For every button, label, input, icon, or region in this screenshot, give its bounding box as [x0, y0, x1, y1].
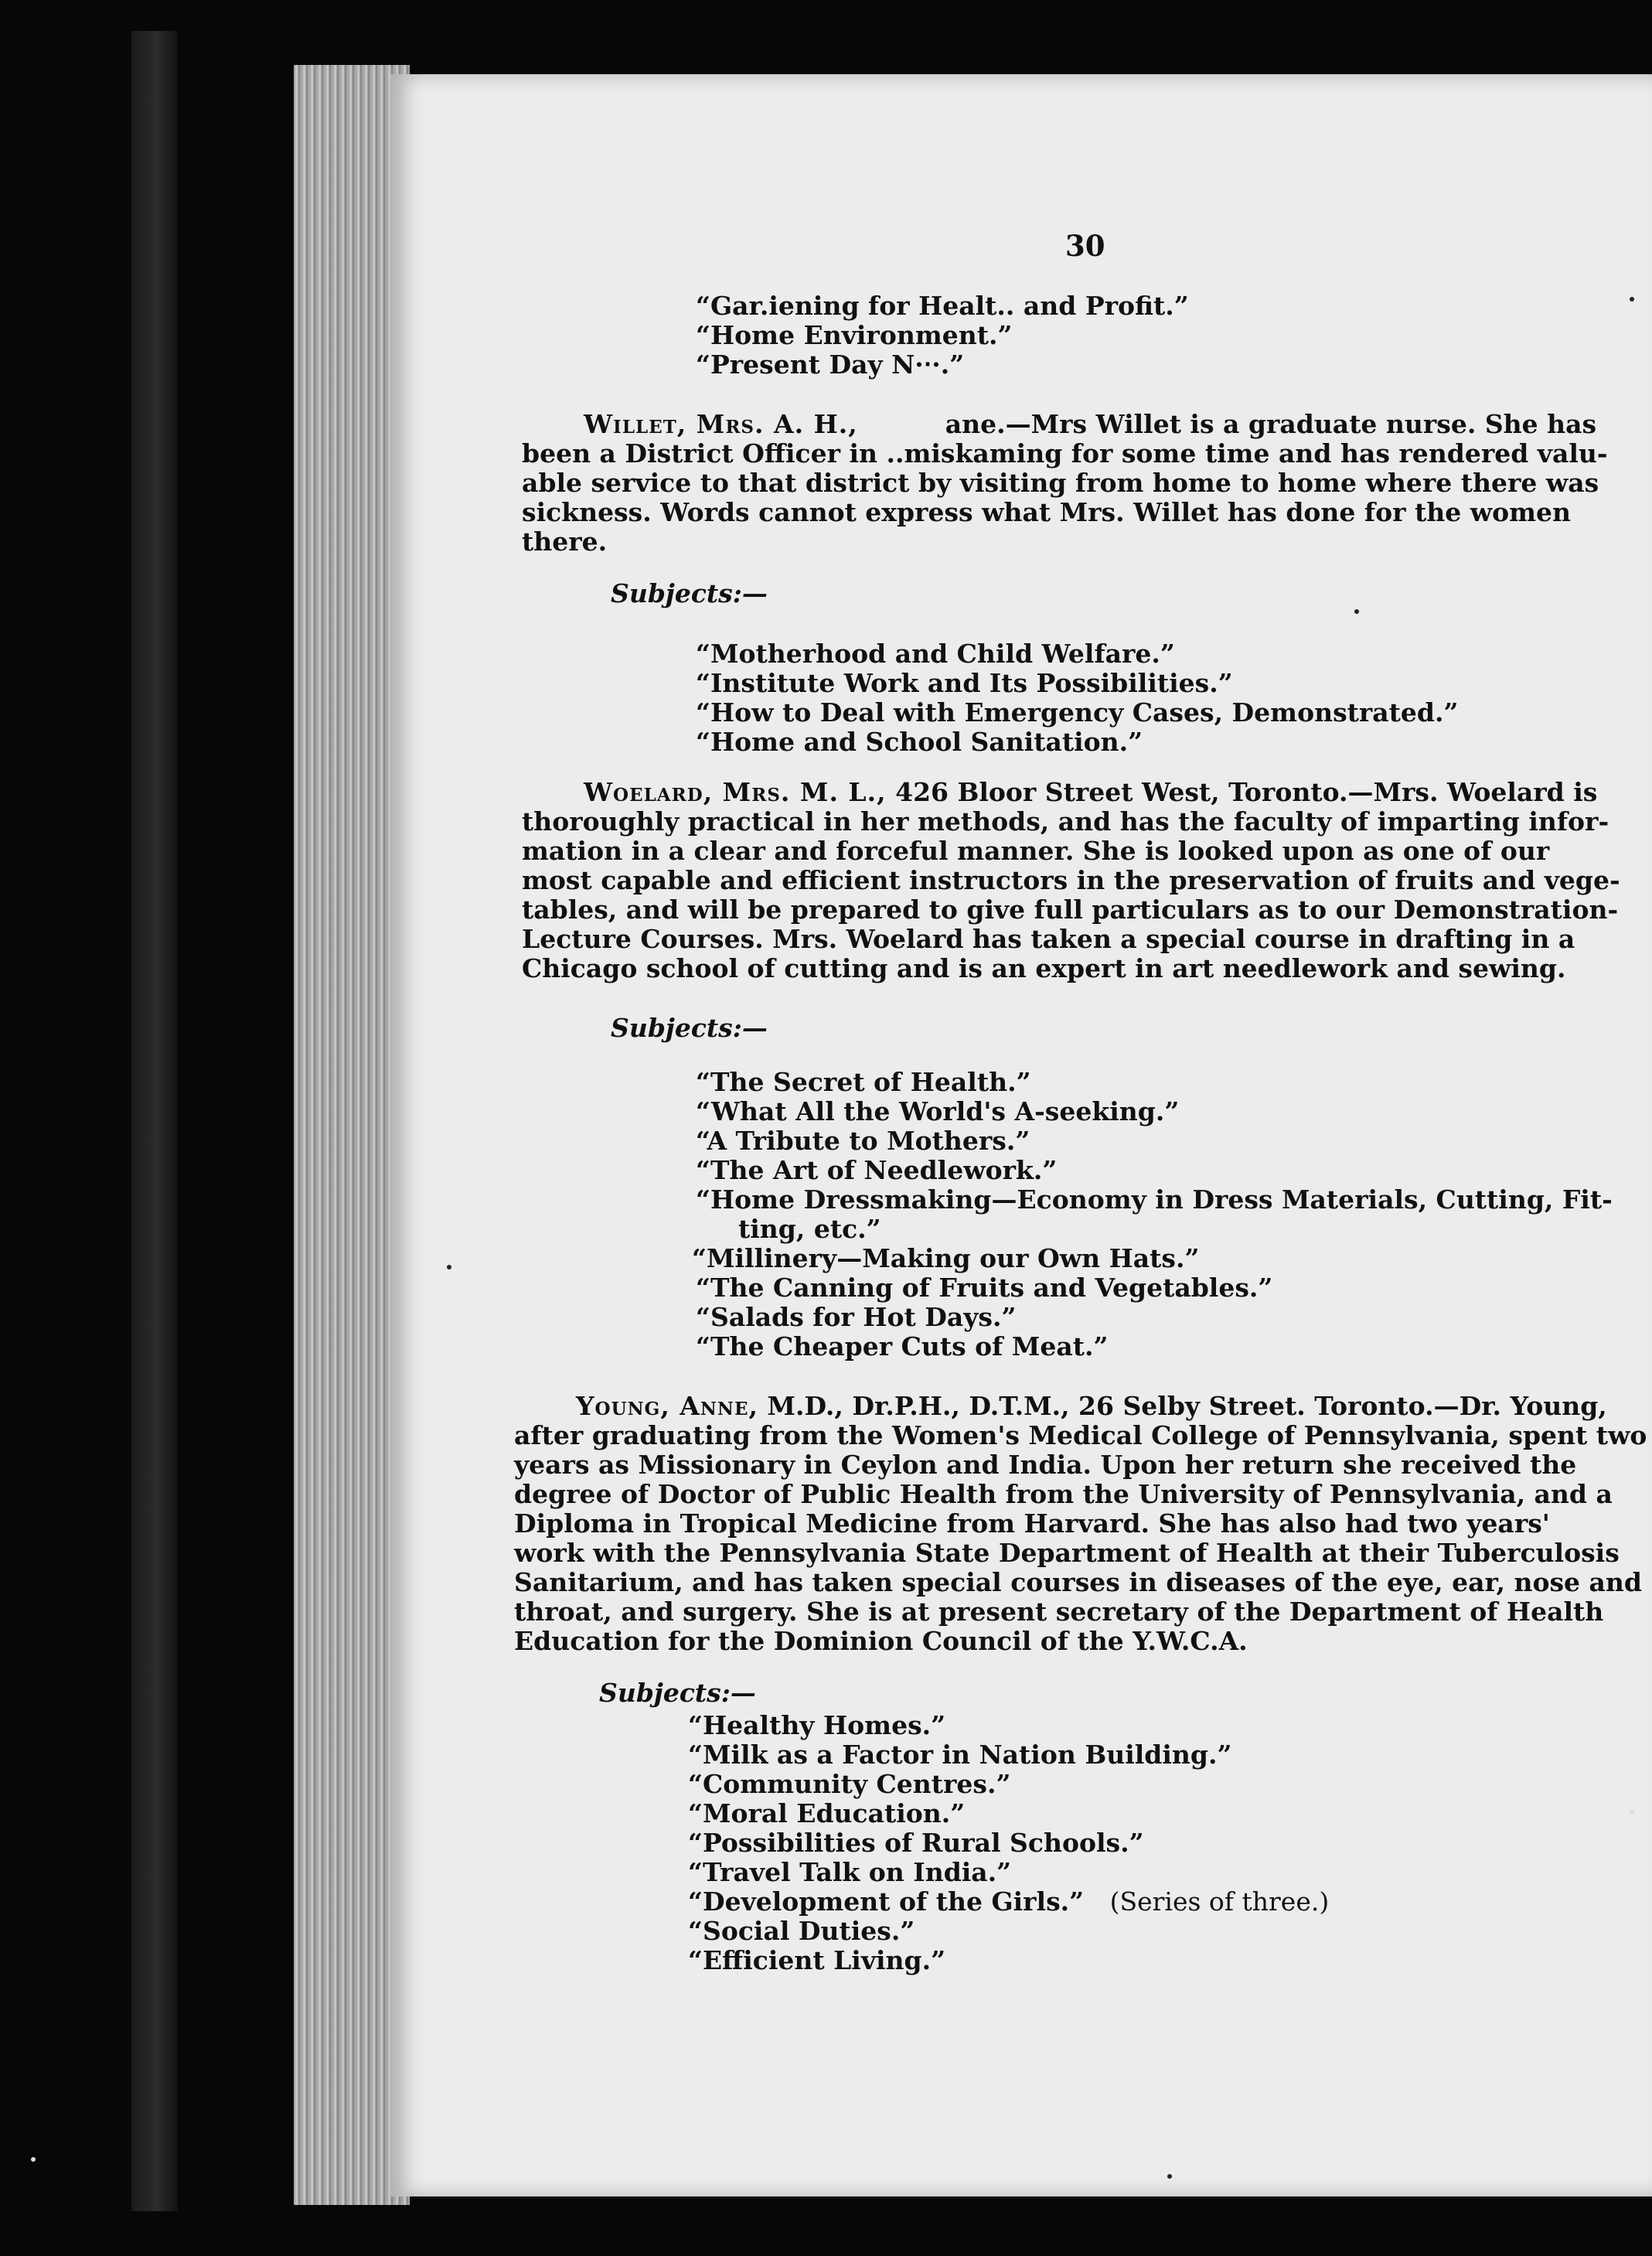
entry-line: sickness. Words cannot express what Mrs. Willet has done for the women: [522, 497, 1572, 527]
entry-line: after graduating from the Women's Medical College of Pennsylvania, spent two: [514, 1420, 1647, 1450]
entry-line: work with the Pennsylvania State Department of Health at their Tuberculosis: [514, 1538, 1620, 1568]
subjects-heading: Subjects:—: [611, 578, 768, 608]
entry-line: mation in a clear and forceful manner. She is looked upon as one of our: [522, 836, 1550, 866]
page-number: 30: [1065, 229, 1105, 263]
subjects-heading: Subjects:—: [611, 1013, 768, 1043]
list-item: “Possibilities of Rural Schools.”: [688, 1828, 1144, 1858]
scan-speck: [1630, 1809, 1634, 1814]
subjects-heading: Subjects:—: [599, 1678, 756, 1708]
list-item: “Social Duties.”: [688, 1916, 915, 1946]
entry-line: Sanitarium, and has taken special courses in diseases of the eye, ear, nose and: [514, 1567, 1642, 1597]
entry-name: Willet, Mrs. A. H.,: [584, 409, 858, 439]
list-item: “The Cheaper Cuts of Meat.”: [696, 1331, 1109, 1361]
list-item: [688, 1886, 1329, 1917]
list-item: “Healthy Homes.”: [688, 1710, 946, 1740]
entry-line: Chicago school of cutting and is an expert in art needlework and sewing.: [522, 953, 1566, 983]
list-item: “What All the World's A-seeking.”: [696, 1096, 1180, 1126]
list-item: “Home Environment.”: [696, 320, 1013, 350]
scan-speck: [31, 2157, 36, 2162]
entry-willet-first-line: [584, 410, 1596, 439]
entry-line: throat, and surgery. She is at present secretary of the Department of Health: [514, 1597, 1604, 1627]
list-item: “Milk as a Factor in Nation Building.”: [688, 1740, 1232, 1770]
list-item: “Salads for Hot Days.”: [696, 1302, 1017, 1332]
list-item: “Home Dressmaking—Economy in Dress Materials, Cutting, Fit-: [696, 1184, 1613, 1215]
entry-line: most capable and efficient instructors in the preservation of fruits and vege-: [522, 865, 1620, 895]
subject-title: “Development of the Girls.”: [688, 1886, 1085, 1917]
entry-line: tables, and will be prepared to give full particulars as to our Demonstration-: [522, 895, 1619, 925]
entry-text: M.D., Dr.P.H., D.T.M., 26 Selby Street. Toronto.—Dr. Young,: [767, 1391, 1607, 1421]
list-item: “Home and School Sanitation.”: [696, 727, 1143, 757]
scan-speck: [1354, 609, 1359, 614]
list-item: “Moral Education.”: [688, 1798, 966, 1828]
entry-line: years as Missionary in Ceylon and India. Upon her return she received the: [514, 1450, 1577, 1480]
list-item: “Efficient Living.”: [688, 1945, 946, 1975]
list-item: “Travel Talk on India.”: [688, 1857, 1012, 1887]
list-item: “The Canning of Fruits and Vegetables.”: [696, 1273, 1273, 1303]
entry-text: ane.—Mrs Willet is a graduate nurse. She has: [945, 409, 1597, 439]
list-item: “Gar.iening for Healt.. and Profit.”: [696, 291, 1189, 321]
list-item: “Millinery—Making our Own Hats.”: [692, 1243, 1200, 1273]
series-note: (Series of three.): [1109, 1886, 1330, 1917]
entry-line: been a District Officer in ..miskaming for some time and has rendered valu-: [522, 438, 1608, 469]
scan-speck: [447, 1265, 451, 1269]
list-item: “Institute Work and Its Possibilities.”: [696, 668, 1233, 698]
entry-line: Diploma in Tropical Medicine from Harvard. She has also had two years': [514, 1508, 1550, 1539]
entry-name: Woelard, Mrs. M. L.,: [584, 777, 887, 807]
entry-woelard-first-line: [584, 778, 1597, 807]
entry-line: there.: [522, 527, 608, 557]
entry-line: Education for the Dominion Council of the Y.W.C.A.: [514, 1626, 1248, 1656]
list-item: “The Secret of Health.”: [696, 1067, 1031, 1097]
list-item: “A Tribute to Mothers.”: [696, 1126, 1030, 1156]
entry-line: degree of Doctor of Public Health from the University of Pennsylvania, and a: [514, 1479, 1613, 1509]
list-item: ting, etc.”: [738, 1214, 881, 1244]
entry-line: Lecture Courses. Mrs. Woelard has taken a special course in drafting in a: [522, 924, 1575, 954]
entry-name: Young, Anne,: [576, 1391, 758, 1421]
book-binding-shadow: [131, 31, 178, 2211]
scan-speck: [1167, 2174, 1172, 2179]
entry-young-first-line: [576, 1392, 1607, 1421]
entry-line: thoroughly practical in her methods, and has the faculty of imparting infor-: [522, 806, 1609, 837]
list-item: “Motherhood and Child Welfare.”: [696, 639, 1175, 669]
list-item: “Community Centres.”: [688, 1769, 1011, 1799]
scan-speck: [1630, 297, 1634, 302]
entry-line: able service to that district by visiting from home to home where there was: [522, 468, 1599, 498]
list-item: “How to Deal with Emergency Cases, Demonstrated.”: [696, 697, 1459, 728]
list-item: “Present Day N·‧·.”: [696, 349, 965, 380]
list-item: “The Art of Needlework.”: [696, 1155, 1058, 1185]
entry-text: 426 Bloor Street West, Toronto.—Mrs. Woelard is: [895, 777, 1598, 807]
